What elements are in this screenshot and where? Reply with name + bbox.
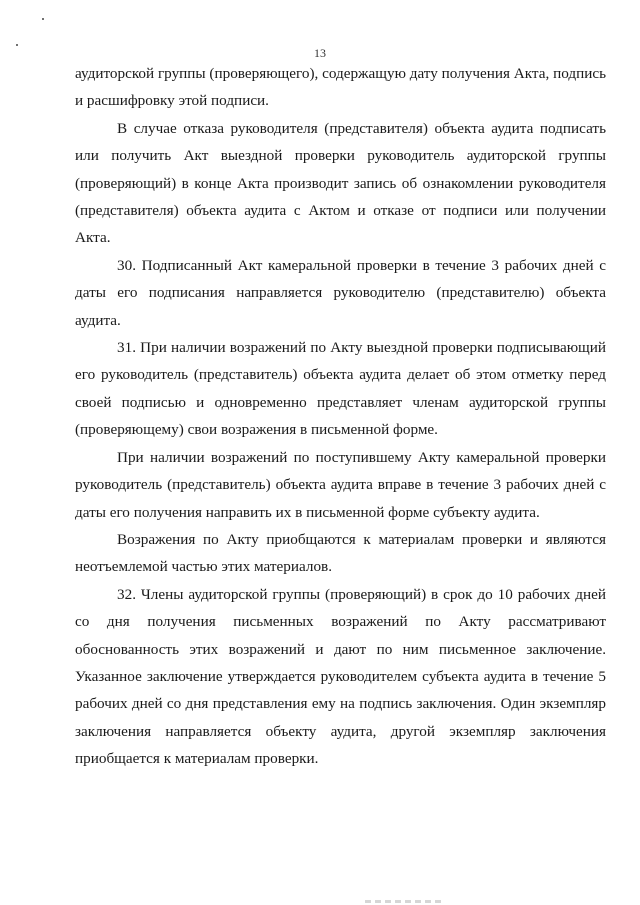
scan-artifact [365,900,445,903]
paragraph: аудиторской группы (проверяющего), содержащую дату получения Акта, подпись и расшифровку этой подписи. [75,65,606,110]
paragraph: 30. Подписанный Акт камеральной проверки в течение 3 рабочих дней с даты его подписания направляется руководителю (представителю) объекта аудита. [75,256,606,329]
paragraph: Возражения по Акту приобщаются к материалам проверки и являются неотъемлемой частью этих материалов. [75,530,606,576]
paragraph: 31. При наличии возражений по Акту выездной проверки подписывающий его руководитель (представитель) объекта аудита делает об этом отметку перед своей подписью и одновременно представляет членам аудиторской группы (проверяющему) свои возражения в письменной форме. [75,339,606,439]
paragraph: При наличии возражений по поступившему Акту камеральной проверки руководитель (представитель) объекта аудита вправе в течение 3 рабочих дней с даты его получения направить их в письменной форме субъекту аудита. [75,448,606,521]
page-number: 13 [314,46,326,60]
paragraph: 32. Члены аудиторской группы (проверяющий) в срок до 10 рабочих дней со дня получения письменных возражений по Акту рассматривают обоснованность этих возражений и дают по ним письменное заключение. Указанное заключение утверждается руководителем субъекта аудита в течение 5 рабочих дней со дня представления ему на подпись заключения. Один экземпляр заключения направляется объекту аудита, другой экземпляр заключения приобщается к материалам проверки. [75,585,606,768]
scan-speck [42,18,44,20]
document-body [75,60,606,773]
paragraph: В случае отказа руководителя (представителя) объекта аудита подписать или получить Акт выездной проверки руководитель аудиторской группы (проверяющий) в конце Акта производит запись об ознакомлении руководителя (представителя) объекта аудита с Актом и отказе от подписи или получении Акта. [75,119,606,247]
